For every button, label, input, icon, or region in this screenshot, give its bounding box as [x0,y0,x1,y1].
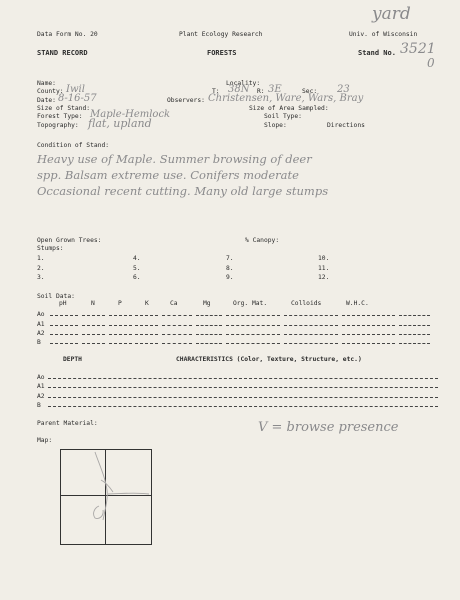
soil-blank-line [226,334,280,335]
soil-blank-line [399,334,430,335]
tree-number: 7. [226,255,234,262]
stand-label: Stand No. [358,49,396,57]
soil-blank-line [196,343,222,344]
soil-type-label: Soil Type: [264,113,302,120]
tree-number: 5. [133,265,141,272]
soil-blank-line [196,334,222,335]
range-label: R: [257,88,265,95]
topography-value: flat, upland [88,117,152,130]
horizon-line [48,406,438,407]
tree-number: 9. [226,274,234,281]
section-label: Sec: [302,88,318,95]
soil-blank-line [284,343,338,344]
county-label: County: [37,88,64,95]
forest-title: FORESTS [207,49,237,57]
soil-row-label: A2 [37,330,45,337]
range-value: 3E [268,84,282,95]
record-title: STAND RECORD [37,49,88,57]
soil-header-ph: pH [59,300,67,307]
soil-blank-line [82,334,105,335]
canopy-label: % Canopy: [245,237,280,244]
tree-number: 10. [318,255,330,262]
parent-material-note: V = browse presence [258,420,399,435]
soil-blank-line [109,334,132,335]
depth-header: DEPTH [63,356,82,363]
soil-blank-line [342,334,395,335]
soil-blank-line [82,325,105,326]
soil-blank-line [226,315,280,316]
soil-blank-line [162,325,192,326]
soil-blank-line [135,343,158,344]
soil-blank-line [109,343,132,344]
characteristics-header: CHARACTERISTICS (Color, Texture, Structure, etc.) [176,356,362,363]
soil-header-colloids: Colloids [291,300,322,307]
soil-header-k: K [145,300,149,307]
date-value: 8-16-57 [58,93,97,104]
form-number: Data Form No. 20 [37,31,98,38]
soil-blank-line [399,325,430,326]
soil-row-label: B [37,339,41,346]
locality-label: Locality: [226,80,261,87]
soil-blank-line [284,315,338,316]
soil-data-label: Soil Data: [37,293,75,300]
soil-header-whc: W.H.C. [346,300,369,307]
condition-label: Condition of Stand: [37,142,110,149]
slope-label: Slope: [264,122,287,129]
soil-blank-line [342,325,395,326]
horizon-row-label: A2 [37,393,45,400]
soil-header-org-mat: Org. Mat. [233,300,268,307]
soil-blank-line [399,315,430,316]
map-pencil-sketch [61,450,151,544]
soil-header-n: N [91,300,95,307]
tree-number: 1. [37,255,45,262]
date-label: Date: [37,97,56,104]
soil-blank-line [82,343,105,344]
organization: Plant Ecology Research [179,31,263,38]
section-value: 23 [337,84,350,95]
soil-row-label: A1 [37,321,45,328]
corner-note: yard [372,4,411,24]
soil-header-p: P [118,300,122,307]
tree-number: 2. [37,265,45,272]
university: Univ. of Wisconsin [349,31,418,38]
soil-blank-line [342,315,395,316]
tree-number: 3. [37,274,45,281]
open-grown-label: Open Grown Trees: [37,237,102,244]
topography-label: Topography: [37,122,79,129]
soil-blank-line [135,325,158,326]
observers-value: Christensen, Ware, Wars, Bray [208,93,364,104]
map-label: Map: [37,437,53,444]
horizon-line [48,397,438,398]
soil-header-mg: Mg [203,300,211,307]
size-area-label: Size of Area Sampled: [249,105,329,112]
condition-line-3: Occasional recent cutting. Many old large stumps [37,184,329,198]
tree-number: 11. [318,265,330,272]
soil-blank-line [162,343,192,344]
forest-type-value: Maple-Hemlock [90,109,171,120]
tree-number: 4. [133,255,141,262]
condition-line-1: Heavy use of Maple. Summer browsing of deer [37,152,312,166]
soil-blank-line [109,315,132,316]
name-label: Name: [37,80,56,87]
soil-blank-line [284,334,338,335]
soil-blank-line [82,315,105,316]
soil-blank-line [162,334,192,335]
soil-blank-line [226,343,280,344]
horizon-line [48,387,438,388]
stumps-label: Stumps: [37,245,64,252]
county-value: Iwil [66,84,85,95]
soil-blank-line [135,315,158,316]
horizon-line [48,378,438,379]
parent-material-label: Parent Material: [37,420,98,427]
soil-blank-line [342,343,395,344]
soil-blank-line [50,315,78,316]
horizon-row-label: B [37,402,41,409]
township-value: 38N [228,84,250,95]
observers-label: Observers: [167,97,205,104]
horizon-row-label: Ao [37,374,45,381]
size-of-stand-label: Size of Stand: [37,105,91,112]
forest-type-label: Forest Type: [37,113,83,120]
soil-blank-line [226,325,280,326]
soil-blank-line [399,343,430,344]
soil-row-label: Ao [37,311,45,318]
township-label: T: [212,88,220,95]
stand-number: 3521 [400,41,436,57]
tree-number: 8. [226,265,234,272]
tree-number: 12. [318,274,330,281]
soil-blank-line [135,334,158,335]
zero-note: 0 [427,56,435,70]
horizon-row-label: A1 [37,383,45,390]
tree-number: 6. [133,274,141,281]
soil-blank-line [50,343,78,344]
map-grid [60,449,152,545]
soil-blank-line [162,315,192,316]
soil-blank-line [196,315,222,316]
soil-blank-line [50,334,78,335]
soil-blank-line [50,325,78,326]
condition-line-2: spp. Balsam extreme use. Conifers moderate [37,168,299,182]
soil-blank-line [109,325,132,326]
directions-label: Directions [327,122,365,129]
soil-blank-line [196,325,222,326]
soil-header-ca: Ca [170,300,178,307]
soil-blank-line [284,325,338,326]
